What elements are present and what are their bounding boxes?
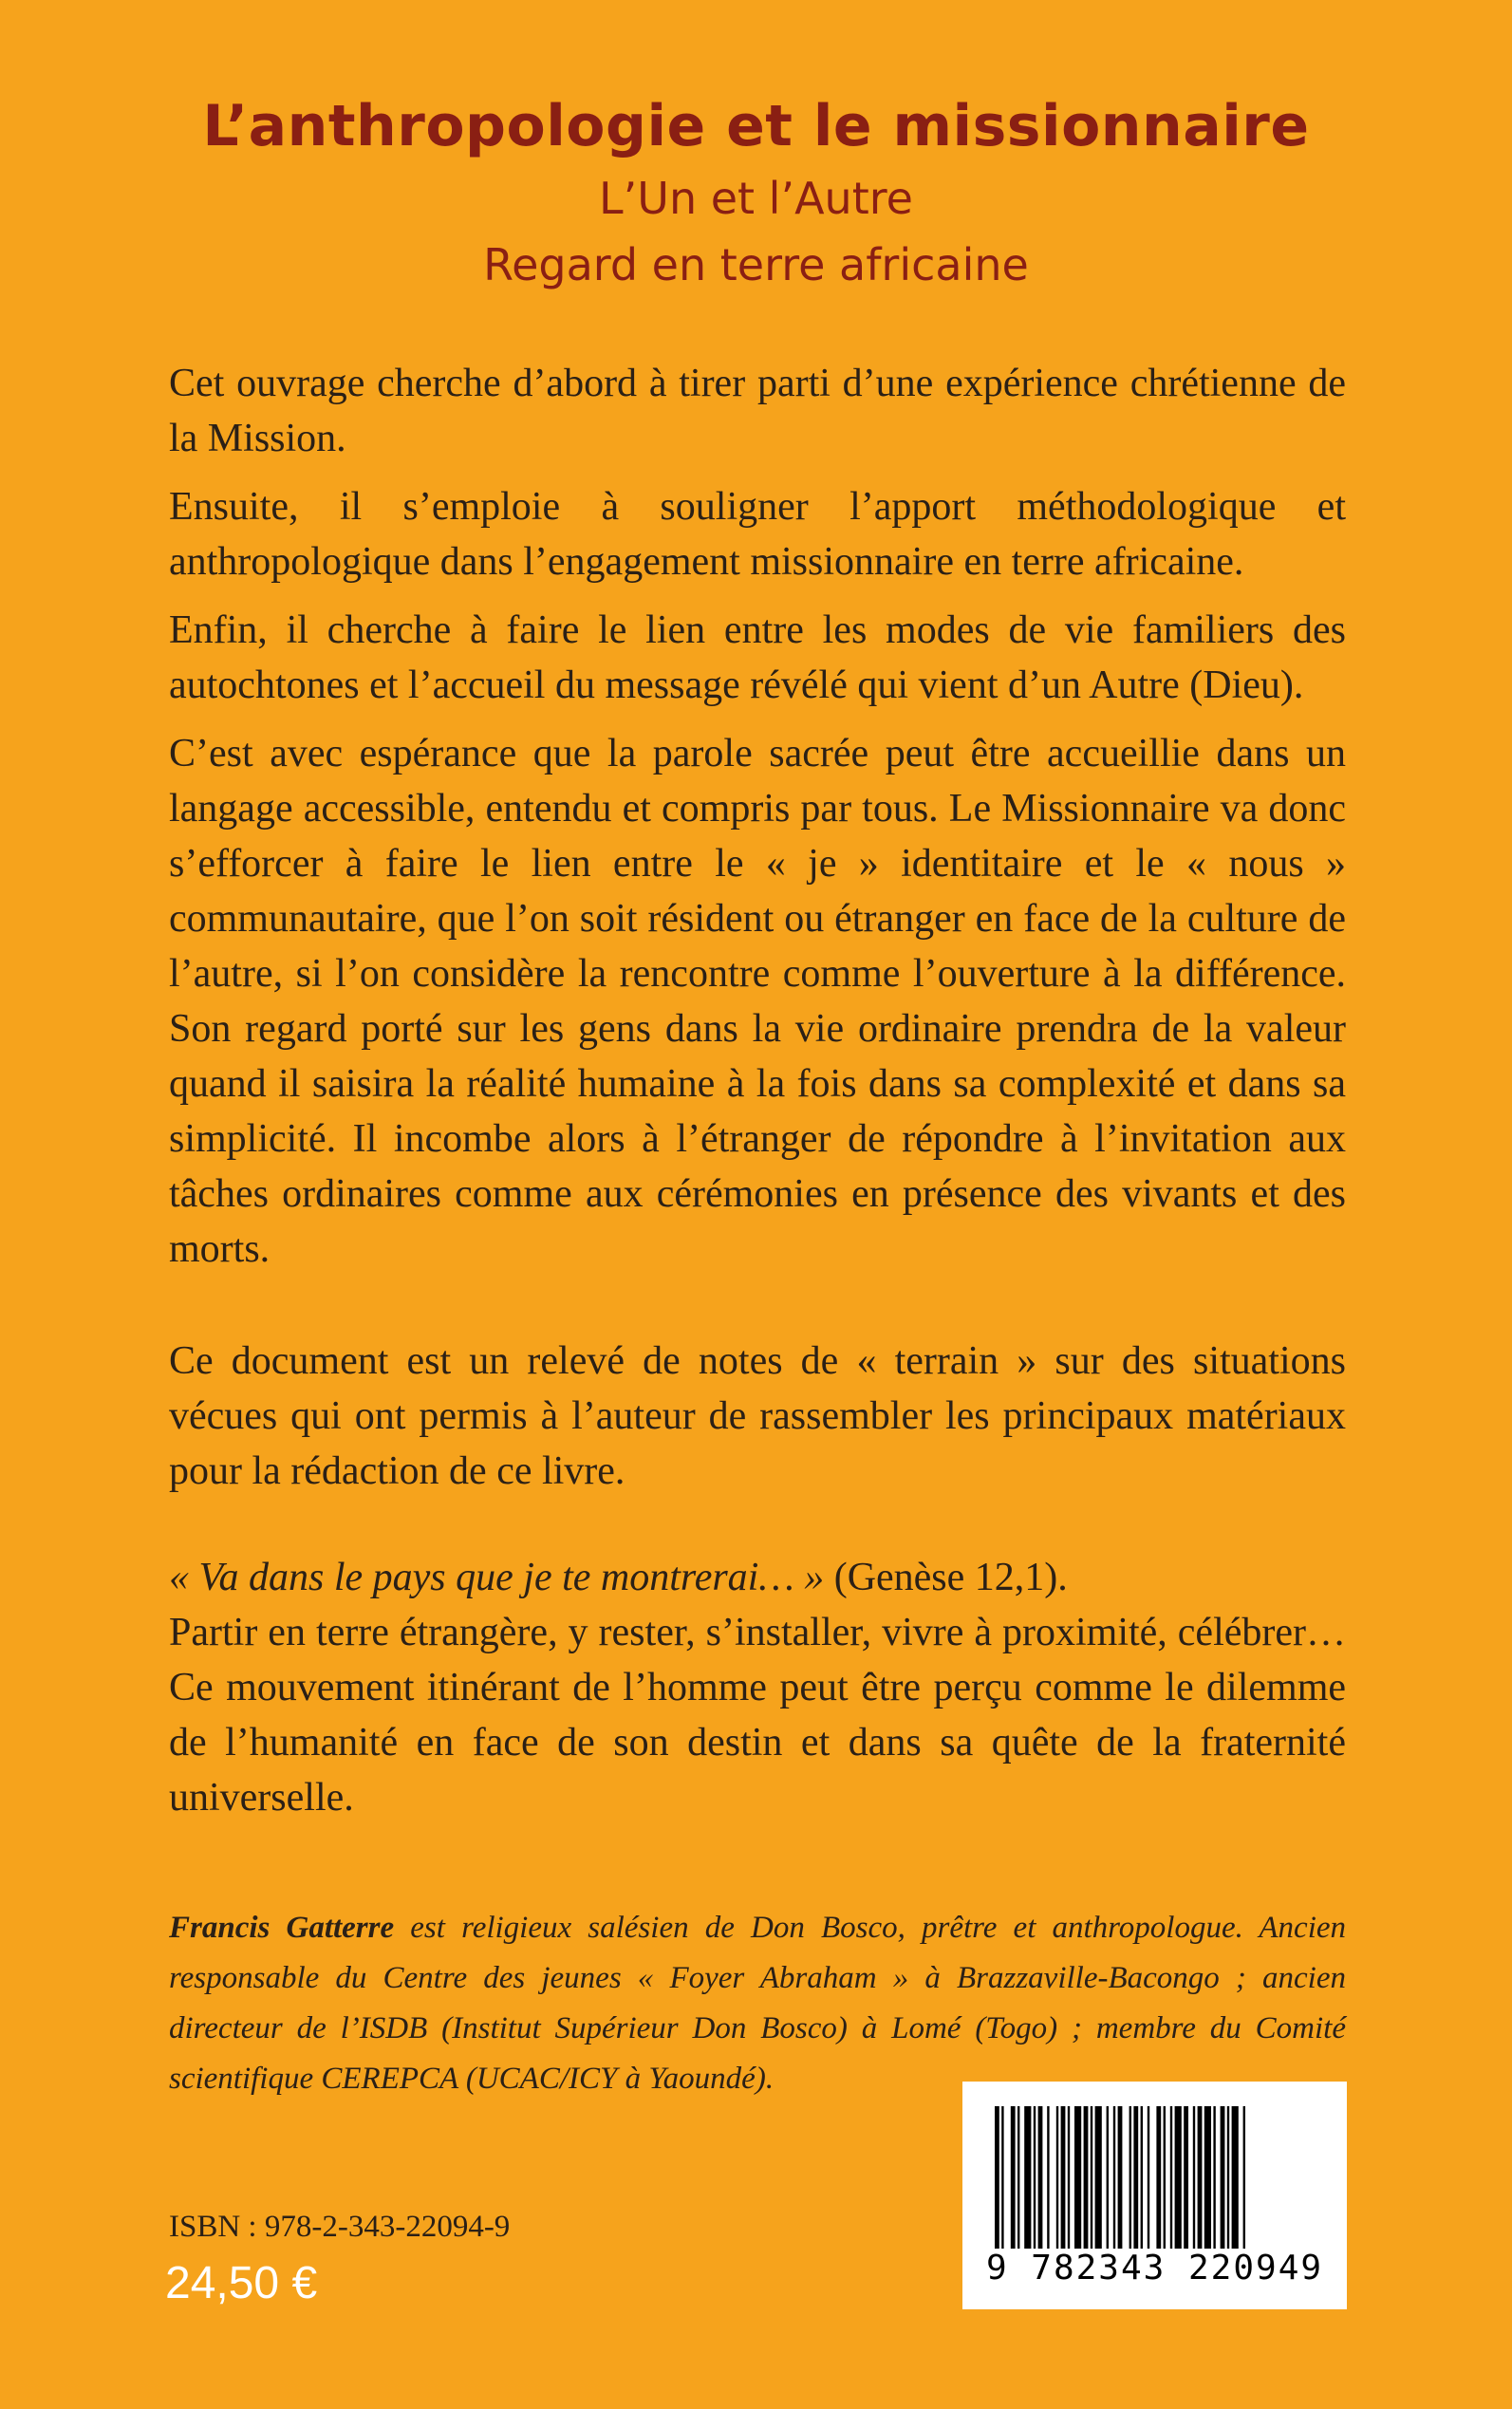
blurb-paragraph-3: Enfin, il cherche à faire le lien entre les modes de vie familiers des autochtones et l’accueil du message révélé qui vient d’un Autre (Dieu). <box>169 608 1346 707</box>
author-bio <box>169 1903 1346 2104</box>
blurb-paragraph-6: Partir en terre étrangère, y rester, s’installer, vivre à proximité, célébrer… Ce mouvement itinérant de l’homme peut être perçu comme le dilemme de l’humanité en face de son destin et dans sa quête de la fraternité universelle. <box>169 1611 1346 1820</box>
barcode-icon <box>991 2106 1318 2249</box>
back-cover-blurb <box>169 356 1346 1839</box>
author-name: Francis Gatterre <box>169 1911 395 1945</box>
blurb-quote-reference: (Genèse 12,1). <box>824 1556 1068 1599</box>
book-title: L’anthropologie et le missionnaire <box>202 93 1310 159</box>
book-subtitle-line-2: Regard en terre africaine <box>483 239 1029 290</box>
barcode-panel <box>962 2082 1347 2309</box>
price-label: 24,50 € <box>165 2258 318 2308</box>
blurb-quote: « Va dans le pays que je te montrerai… » <box>169 1556 825 1599</box>
blurb-paragraph-2: Ensuite, il s’emploie à souligner l’apport méthodologique et anthropologique dans l’engagement missionnaire en terre africaine. <box>169 485 1346 584</box>
blurb-paragraph-1: Cet ouvrage cherche d’abord à tirer parti d’une expérience chrétienne de la Mission. <box>169 362 1346 460</box>
book-subtitle-line-1: L’Un et l’Autre <box>599 173 913 224</box>
isbn-label: ISBN : 978-2-343-22094-9 <box>169 2210 511 2244</box>
blurb-paragraph-5: Ce document est un relevé de notes de « terrain » sur des situations vécues qui ont permis à l’auteur de rassembler les principaux matériaux pour la rédaction de ce livre. <box>169 1339 1346 1493</box>
blurb-quote-line <box>169 1550 1346 1605</box>
cover-header <box>0 87 1512 298</box>
barcode-digits: 9 782343 220949 <box>985 2249 1324 2288</box>
author-bio-text: est religieux salésien de Don Bosco, prêtre et anthropologue. Ancien responsable du Centre des jeunes « Foyer Abraham » à Brazzaville-Bacongo ; ancien directeur de l’ISDB (Institut Supérieur Don Bosco) à Lomé (Togo) ; membre du Comité scientifique CEREPCA (UCAC/ICY à Yaoundé). <box>169 1911 1347 2096</box>
blurb-paragraph-4: C’est avec espérance que la parole sacrée peut être accueillie dans un langage accessible, entendu et compris par tous. Le Missionnaire va donc s’efforcer à faire le lien entre le « je » identitaire et le « nous » communautaire, que l’on soit résident ou étranger en face de la culture de l’autre, si l’on considère la rencontre comme l’ouverture à la différence. Son regard porté sur les gens dans la vie ordinaire prendra de la valeur quand il saisira la réalité humaine à la fois dans sa complexité et dans sa simplicité. Il incombe alors à l’étranger de répondre à l’invitation aux tâches ordinaires comme aux cérémonies en présence des vivants et des morts. <box>169 732 1346 1271</box>
